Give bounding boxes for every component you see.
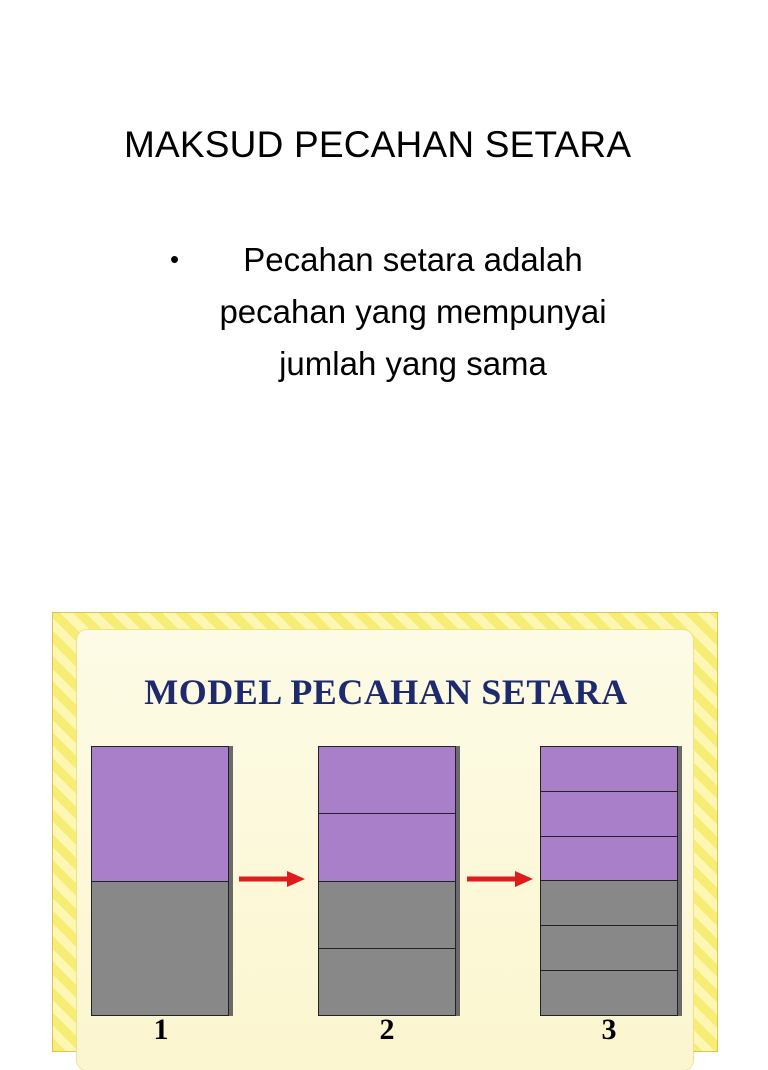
unshaded-part [319,948,455,1015]
unshaded-part [541,925,677,970]
right-arrow-icon [239,871,305,887]
unshaded-part [92,881,228,1016]
shaded-part [541,791,677,836]
shaded-part [541,836,677,881]
fraction-bar-quarters [318,746,456,1016]
slide-title: MAKSUD PECAHAN SETARA [124,124,632,165]
bullet-text: Pecahan setara adalah pecahan yang mempunyai jumlah yang sama [219,241,607,382]
figure-title: MODEL PECAHAN SETARA [144,672,628,712]
unshaded-part [319,881,455,948]
unshaded-part [541,970,677,1015]
fraction-numerator-2: 2 [379,1013,395,1046]
fraction-model-image [52,612,718,1052]
bullet-dot-icon: • [170,244,180,274]
fraction-numerator-1: 1 [153,1013,169,1046]
right-arrow-icon [467,871,533,887]
shaded-part [319,813,455,880]
shaded-part [319,747,455,813]
fraction-bar-sixths [540,746,678,1016]
unshaded-part [541,880,677,925]
shaded-part [541,747,677,791]
fraction-numerator-3: 3 [601,1013,617,1046]
shaded-part [92,747,228,881]
fraction-bar-halves [91,746,229,1016]
